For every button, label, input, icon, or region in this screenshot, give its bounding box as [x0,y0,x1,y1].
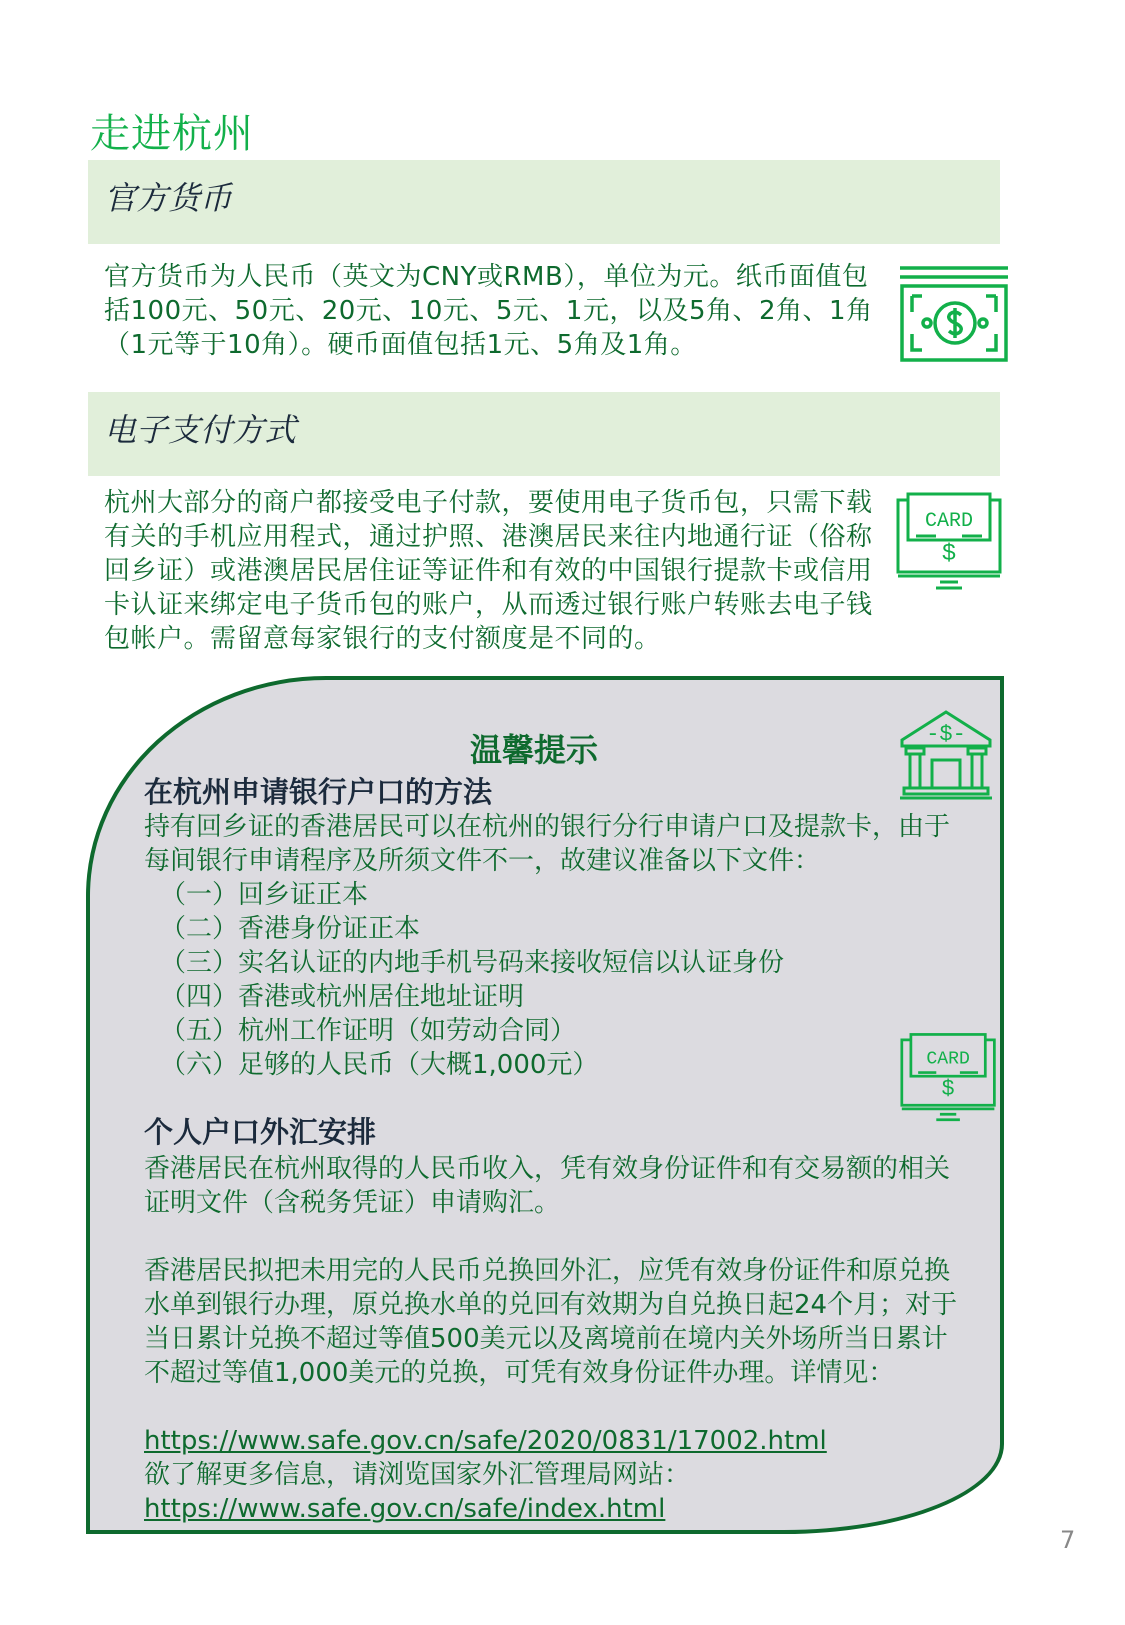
page-number: 7 [1060,1526,1076,1554]
tip-title: 温馨提示 [470,731,599,769]
svg-text:CARD: CARD [924,510,974,533]
card-monitor-icon [900,1032,998,1124]
banknote-dollar-icon [900,264,1010,364]
card-monitor-icon [896,492,1004,592]
list-item: （二）香港身份证正本 [160,914,421,944]
bank-dollar-icon [898,708,994,800]
epayment-body-text: 杭州大部分的商户都接受电子付款，要使用电子货币包，只需下载有关的手机应用程式，通过护照、港澳居民来往内地通行证（俗称回乡证）或港澳居民居住证等证件和有效的中国银行提款卡或信用卡认证来绑定电子货币包的账户，从而透过银行账户转账去电子钱包帐户。需留意每家银行的支付额度是不同的。 [104,488,873,654]
required-documents-list [148,878,968,1082]
section-header-currency [88,160,1000,244]
currency-body-text: 官方货币为人民币（英文为CNY或RMB），单位为元。纸币面值包括100元、50元、20元、10元、5元、1元，以及5角、2角、1角（1元等于10角）。硬币面值包括1元、5角及1角。 [104,262,873,360]
bank-account-heading: 在杭州申请银行户口的方法 [144,775,493,809]
list-item: （六）足够的人民币（大概1,000元） [160,1050,599,1080]
forex-link-2-row [144,1492,964,1526]
safe-notice-link[interactable]: https://www.safe.gov.cn/safe/2020/0831/17002.html [144,1426,827,1456]
page-title: 走进杭州 [90,111,254,157]
forex-link-1-row [144,1424,964,1458]
safe-homepage-link[interactable]: https://www.safe.gov.cn/safe/index.html [144,1494,666,1524]
svg-text:$: $ [941,1076,955,1102]
forex-paragraph-2: 香港居民拟把未用完的人民币兑换回外汇，应凭有效身份证件和原兑换水单到银行办理，原兑换水单的兑回有效期为自兑换日起24个月；对于当日累计兑换不超过等值500美元以及离境前在境内关外场所当日累计不超过等值1,000美元的兑换，可凭有效身份证件办理。详情见： [144,1256,958,1388]
svg-text:CARD: CARD [926,1049,970,1070]
forex-paragraph-1: 香港居民在杭州取得的人民币收入，凭有效身份证件和有交易额的相关证明文件（含税务凭证）申请购汇。 [144,1154,951,1218]
list-item: （三）实名认证的内地手机号码来接收短信以认证身份 [160,948,785,978]
list-item: （四）香港或杭州居住地址证明 [160,982,525,1012]
more-info-text: 欲了解更多信息，请浏览国家外汇管理局网站： [144,1460,691,1490]
list-item: （一）回乡证正本 [160,880,369,910]
section-header-epayment [88,392,1000,476]
bank-account-intro: 持有回乡证的香港居民可以在杭州的银行分行申请户口及提款卡，由于每间银行申请程序及所须文件不一，故建议准备以下文件： [144,812,951,876]
svg-text:-$-: -$- [926,722,966,747]
forex-heading: 个人户口外汇安排 [144,1115,377,1149]
section-heading: 官方货币 [104,179,233,217]
svg-text:$: $ [941,541,957,568]
section-heading: 电子支付方式 [104,411,297,449]
list-item: （五）杭州工作证明（如劳动合同） [160,1016,577,1046]
